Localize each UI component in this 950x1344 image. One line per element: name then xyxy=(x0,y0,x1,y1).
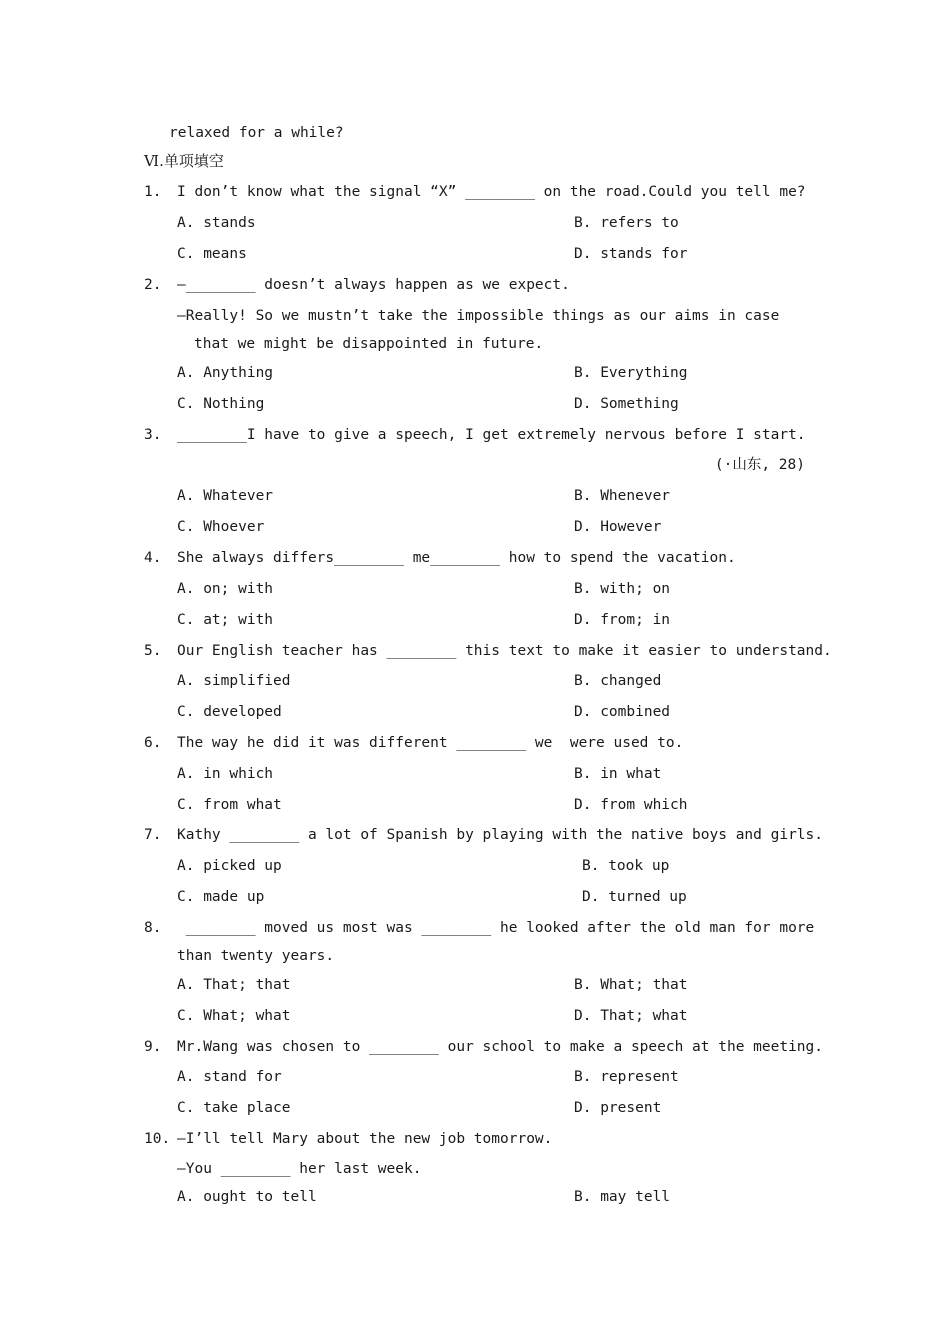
q4-option-d: D. from; in xyxy=(574,612,671,628)
q3-option-a: A. Whatever xyxy=(177,488,274,504)
q4-option-a: A. on; with xyxy=(177,581,274,597)
q1-number: 1. xyxy=(144,184,162,200)
q8-option-b: B. What; that xyxy=(574,977,688,993)
q8-option-a: A. That; that xyxy=(177,977,291,993)
q9-number: 9. xyxy=(144,1039,162,1055)
q10-stem: —I’ll tell Mary about the new job tomorrow. xyxy=(177,1131,553,1147)
q1-option-d: D. stands for xyxy=(574,246,688,262)
q10-number: 10. xyxy=(144,1131,171,1147)
q2-option-c: C. Nothing xyxy=(177,396,265,412)
q2-option-b: B. Everything xyxy=(574,365,688,381)
q5-number: 5. xyxy=(144,643,162,659)
q2-option-d: D. Something xyxy=(574,396,679,412)
q1-option-b: B. refers to xyxy=(574,215,679,231)
q4-option-c: C. at; with xyxy=(177,612,274,628)
q6-stem: The way he did it was different ________ we were used to. xyxy=(177,735,684,751)
q6-option-c: C. from what xyxy=(177,797,282,813)
q6-option-b: B. in what xyxy=(574,766,662,782)
q3-stem: ________I have to give a speech, I get extremely nervous before I start. xyxy=(177,427,806,443)
q2-stem-line3: that we might be disappointed in future. xyxy=(194,336,544,352)
q6-option-d: D. from which xyxy=(574,797,688,813)
q7-option-b: B. took up xyxy=(582,858,670,874)
q2-stem: —________ doesn’t always happen as we expect. xyxy=(177,277,570,293)
q7-option-c: C. made up xyxy=(177,889,265,905)
q5-option-b: B. changed xyxy=(574,673,662,689)
q9-option-b: B. represent xyxy=(574,1069,679,1085)
q8-stem-line2: than twenty years. xyxy=(177,948,335,964)
q8-option-c: C. What; what xyxy=(177,1008,291,1024)
q5-option-d: D. combined xyxy=(574,704,671,720)
q5-option-a: A. simplified xyxy=(177,673,291,689)
q5-option-c: C. developed xyxy=(177,704,282,720)
q2-option-a: A. Anything xyxy=(177,365,274,381)
q7-stem: Kathy ________ a lot of Spanish by playing with the native boys and girls. xyxy=(177,827,824,843)
q4-stem: She always differs________ me________ how to spend the vacation. xyxy=(177,550,736,566)
q1-option-c: C. means xyxy=(177,246,247,262)
q4-number: 4. xyxy=(144,550,162,566)
q5-stem: Our English teacher has ________ this text to make it easier to understand. xyxy=(177,643,832,659)
q9-stem: Mr.Wang was chosen to ________ our school to make a speech at the meeting. xyxy=(177,1039,824,1055)
q8-stem: ________ moved us most was ________ he looked after the old man for more xyxy=(177,920,815,936)
q1-option-a: A. stands xyxy=(177,215,256,231)
q10-option-a: A. ought to tell xyxy=(177,1189,317,1205)
q2-stem-line2: —Really! So we mustn’t take the impossible things as our aims in case xyxy=(177,308,780,324)
q7-number: 7. xyxy=(144,827,162,843)
q3-option-b: B. Whenever xyxy=(574,488,671,504)
q3-option-d: D. However xyxy=(574,519,662,535)
q3-source: (·山东, 28) xyxy=(714,457,805,473)
q1-stem: I don’t know what the signal “X” ________ on the road.Could you tell me? xyxy=(177,184,806,200)
q6-option-a: A. in which xyxy=(177,766,274,782)
q8-option-d: D. That; what xyxy=(574,1008,688,1024)
q10-stem-line2: —You ________ her last week. xyxy=(177,1161,422,1177)
q2-number: 2. xyxy=(144,277,162,293)
q4-option-b: B. with; on xyxy=(574,581,671,597)
q7-option-d: D. turned up xyxy=(582,889,687,905)
q9-option-d: D. present xyxy=(574,1100,662,1116)
q9-option-c: C. take place xyxy=(177,1100,291,1116)
section-heading: Ⅵ.单项填空 xyxy=(144,152,224,170)
q8-number: 8. xyxy=(144,920,162,936)
q9-option-a: A. stand for xyxy=(177,1069,282,1085)
intro-text: relaxed for a while? xyxy=(169,125,344,141)
q3-option-c: C. Whoever xyxy=(177,519,265,535)
q3-number: 3. xyxy=(144,427,162,443)
q6-number: 6. xyxy=(144,735,162,751)
q10-option-b: B. may tell xyxy=(574,1189,671,1205)
q7-option-a: A. picked up xyxy=(177,858,282,874)
